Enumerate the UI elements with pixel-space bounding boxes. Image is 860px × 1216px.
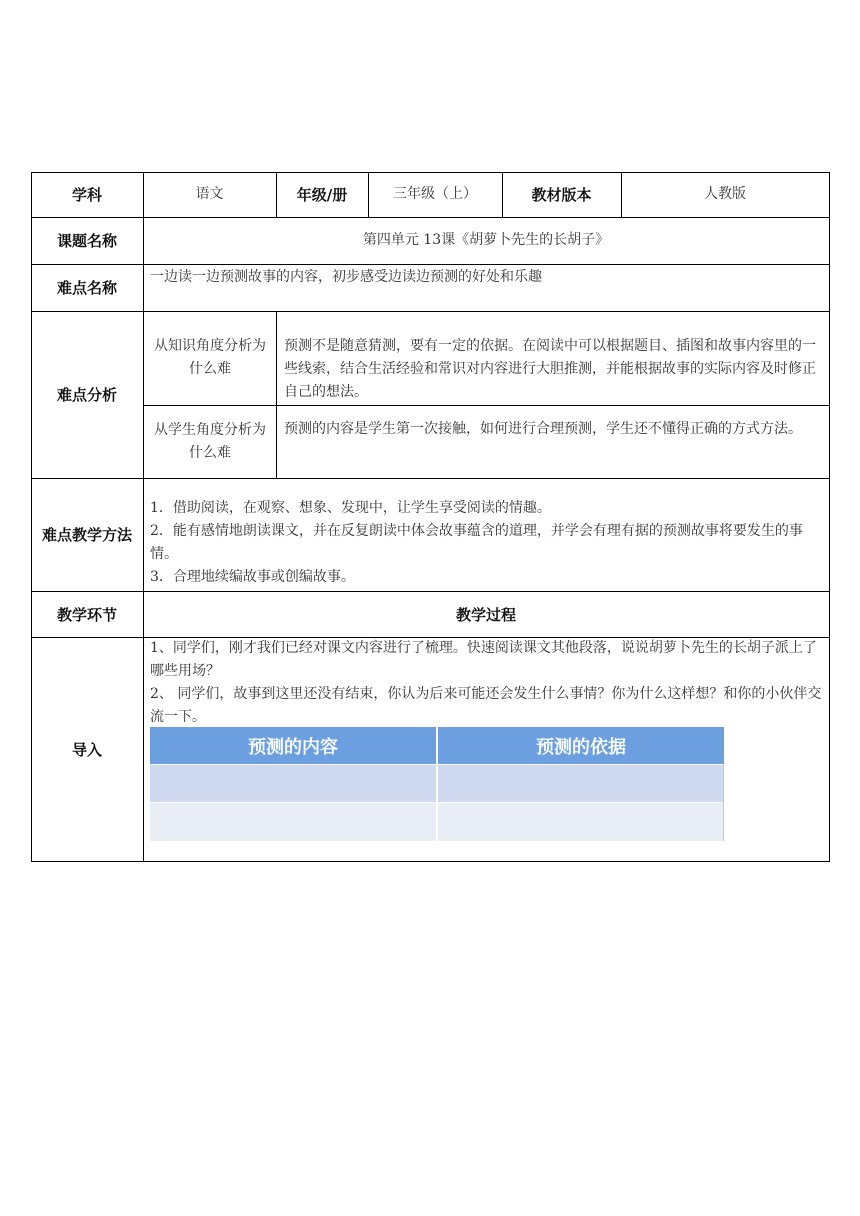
grade-value: 三年级（上） xyxy=(393,186,477,202)
method-list xyxy=(150,497,825,589)
method-item-1: 1．借助阅读，在观察、想象、发现中，让学生享受阅读的情趣。 xyxy=(150,500,551,516)
difficulty-value: 一边读一边预测故事的内容，初步感受边读边预测的好处和乐趣 xyxy=(150,269,542,285)
grade-label: 年级/册 xyxy=(296,186,348,204)
edition-value: 人教版 xyxy=(704,186,746,202)
prediction-row xyxy=(438,802,724,841)
prediction-table xyxy=(150,727,724,841)
student-text: 预测的内容是学生第一次接触，如何进行合理预测，学生还不懂得正确的方式方法。 xyxy=(284,421,802,437)
lesson-label: 课题名称 xyxy=(56,232,117,250)
process-title: 教学过程 xyxy=(455,605,516,624)
subject-value: 语文 xyxy=(195,186,224,202)
edition-label: 教材版本 xyxy=(531,186,592,204)
intro-paragraph-1: 1、同学们，刚才我们已经对课文内容进行了梳理。快速阅读课文其他段落，说说胡萝卜先生的长胡子派上了哪些用场？ xyxy=(150,640,817,679)
intro-text xyxy=(150,637,825,729)
student-label: 从学生角度分析为什么难 xyxy=(154,421,266,461)
subject-label: 学科 xyxy=(71,186,102,204)
difficulty-label: 难点名称 xyxy=(56,279,117,297)
prediction-content-header: 预测的内容 xyxy=(150,727,436,764)
process-label: 教学环节 xyxy=(56,605,117,624)
method-label: 难点教学方法 xyxy=(41,526,132,544)
intro-label: 导入 xyxy=(71,740,102,759)
prediction-row xyxy=(150,802,436,841)
analysis-label: 难点分析 xyxy=(56,386,117,404)
intro-paragraph-2: 2、 同学们，故事到这里还没有结束，你认为后来可能还会发生什么事情？你为什么这样想？和你的小伙伴交流一下。 xyxy=(150,686,822,725)
lesson-value: 第四单元 13课《胡萝卜先生的长胡子》 xyxy=(362,232,610,248)
method-item-2: 2．能有感情地朗读课文，并在反复朗读中体会故事蕴含的道理，并学会有理有据的预测故事将要发生的事情。 xyxy=(150,523,803,562)
prediction-basis-header: 预测的依据 xyxy=(438,727,724,764)
knowledge-text: 预测不是随意猜测，要有一定的依据。在阅读中可以根据题目、插图和故事内容里的一些线索，结合生活经验和常识对内容进行大胆推测，并能根据故事的实际内容及时修正自己的想法。 xyxy=(284,338,816,400)
prediction-row xyxy=(150,765,436,802)
method-item-3: 3．合理地续编故事或创编故事。 xyxy=(150,569,355,585)
prediction-row xyxy=(438,765,724,802)
knowledge-label: 从知识角度分析为什么难 xyxy=(154,338,266,377)
